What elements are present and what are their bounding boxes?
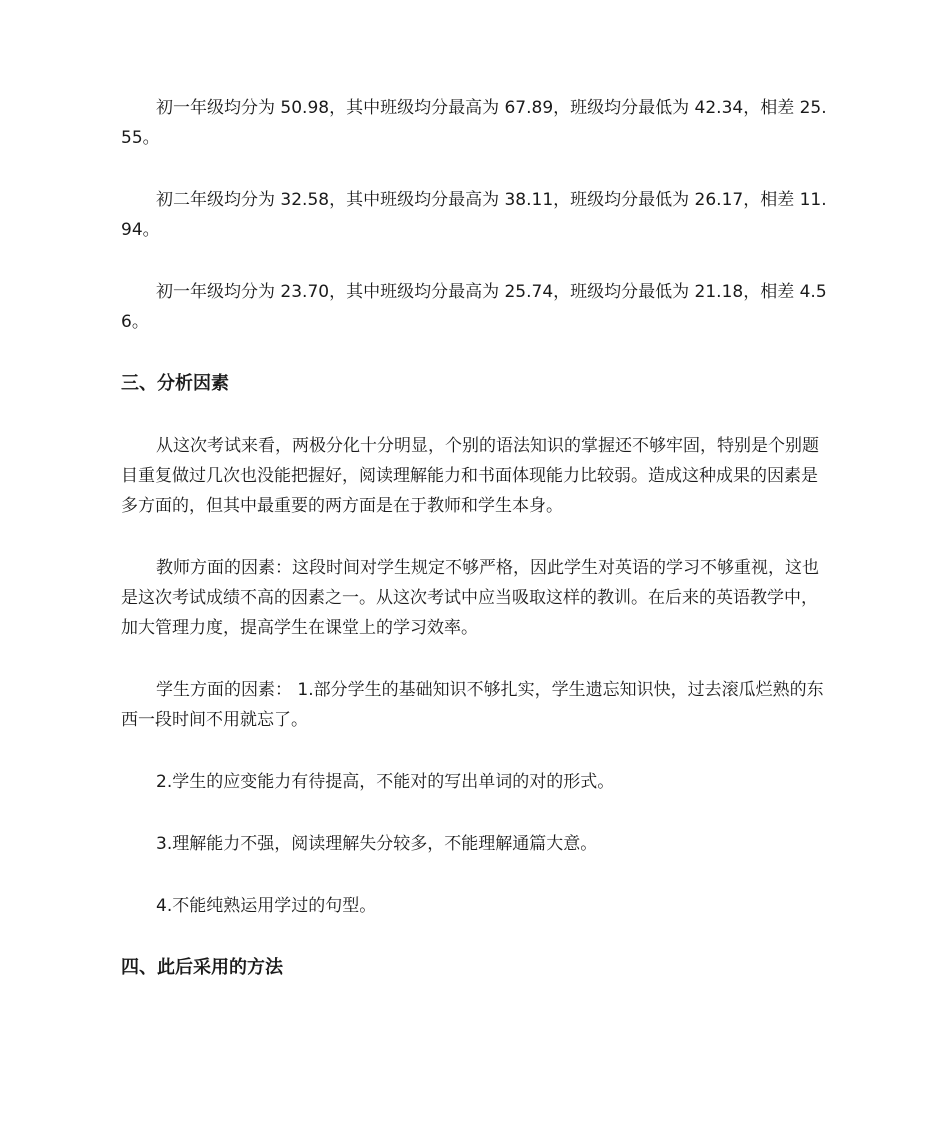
student-factor-2-paragraph: 2.学生的应变能力有待提高，不能对的写出单词的对的形式。 — [156, 772, 615, 792]
student-factor-4-paragraph: 4.不能纯熟运用学过的句型。 — [156, 896, 377, 916]
grade2-score-paragraph: 初二年级均分为 32.58，其中班级均分最高为 38.11，班级均分最低为 26.17，相差 11.94。 — [121, 190, 827, 240]
document-page — [121, 93, 830, 983]
teacher-factors-paragraph: 教师方面的因素：这段时间对学生规定不够严格，因此学生对英语的学习不够重视，这也是这次考试成绩不高的因素之一。从这次考试中应当吸取这样的教训。在后来的英语教学中，加大管理力度，提高学生在课堂上的学习效率。 — [121, 558, 819, 638]
student-factors-paragraph: 学生方面的因素： 1.部分学生的基础知识不够扎实，学生遗忘知识快，过去滚瓜烂熟的东西一段时间不用就忘了。 — [121, 680, 824, 730]
grade1-score-paragraph: 初一年级均分为 50.98，其中班级均分最高为 67.89，班级均分最低为 42.34，相差 25.55。 — [121, 98, 827, 148]
student-factor-3-paragraph: 3.理解能力不强，阅读理解失分较多，不能理解通篇大意。 — [156, 834, 598, 854]
analysis-overview-paragraph: 从这次考试来看，两极分化十分明显，个别的语法知识的掌握还不够牢固，特别是个别题目重复做过几次也没能把握好，阅读理解能力和书面体现能力比较弱。造成这种成果的因素是多方面的，但其中最重要的两方面是在于教师和学生本身。 — [121, 436, 819, 516]
section-heading-analysis: 三、分析因素 — [121, 373, 229, 394]
section-heading-methods: 四、此后采用的方法 — [121, 957, 283, 978]
grade3-score-paragraph: 初一年级均分为 23.70，其中班级均分最高为 25.74，班级均分最低为 21.18，相差 4.56。 — [121, 282, 827, 332]
